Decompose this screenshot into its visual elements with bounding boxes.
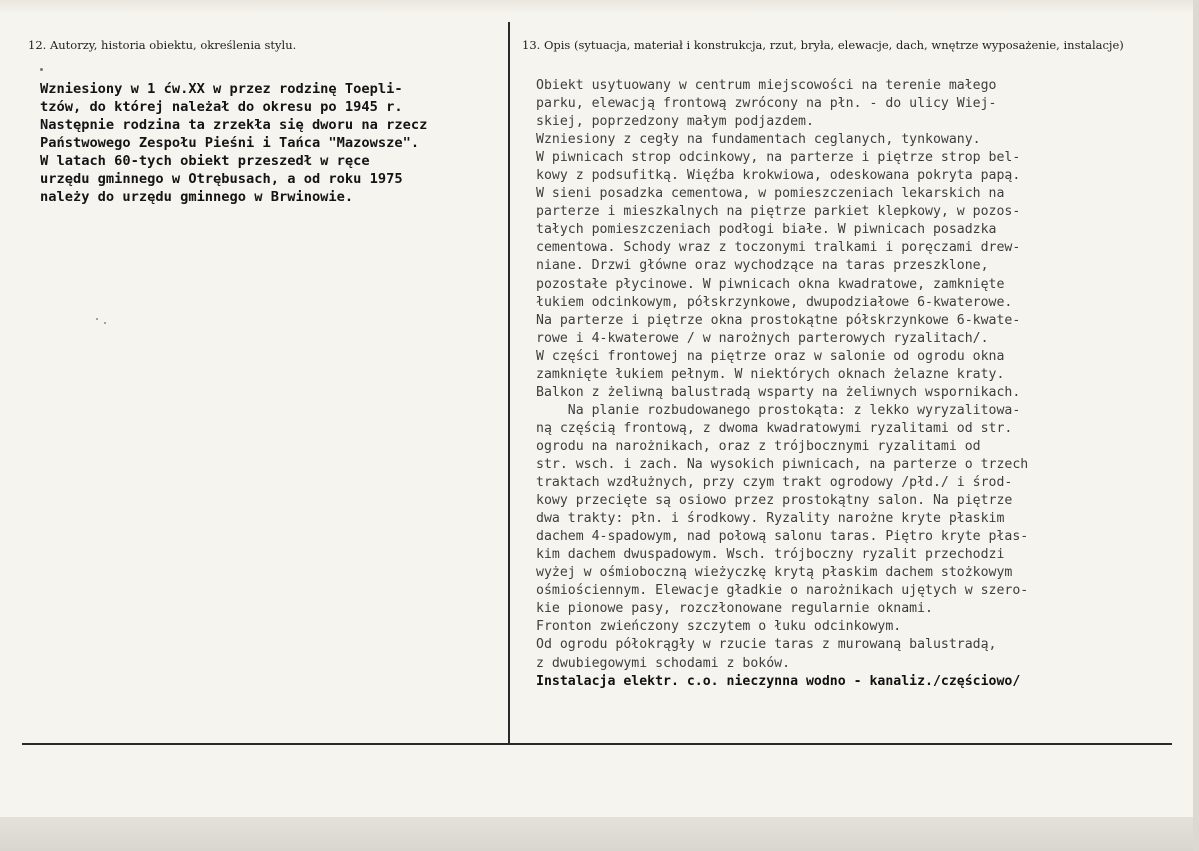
section-12-header: 12. Autorzy, historia obiektu, określenia stylu. — [28, 38, 297, 52]
description-line: dachem 4-spadowym, nad połową salonu taras. Piętro kryte płas- — [536, 529, 1029, 545]
history-line: należy do urzędu gminnego w Brwinowie. — [40, 189, 354, 205]
description-line: parku, elewacją frontową zwrócony na płn. - do ulicy Wiej- — [536, 96, 997, 112]
history-line: tzów, do której należał do okresu po 1945 r. — [40, 99, 403, 115]
description-line: kowy z podsufitką. Więźba krokwiowa, odeskowana pokryta papą. — [536, 168, 1021, 184]
history-line: Państwowego Zespołu Pieśni i Tańca "Mazowsze". — [40, 135, 420, 151]
history-line: urzędu gminnego w Otrębusach, a od roku 1975 — [40, 171, 403, 187]
description-line: pozostałe płycinowe. W piwnicach okna kwadratowe, zamknięte — [536, 276, 1005, 292]
description-line: Na planie rozbudowanego prostokąta: z lekko wyryzalitowa- — [536, 402, 1021, 418]
description-line: ogrodu na narożnikach, oraz z trójbocznymi ryzalitami od — [536, 438, 981, 454]
description-line: skiej, poprzedzony małym podjazdem. — [536, 114, 814, 130]
history-line: Wzniesiony w 1 ćw.XX w przez rodzinę Toepli- — [40, 81, 403, 97]
description-line: ną częścią frontową, z dwoma kwadratowymi ryzalitami od str. — [536, 420, 1013, 436]
description-line: Obiekt usytuowany w centrum miejscowości na terenie małego — [536, 78, 997, 93]
description-line: ośmiościennym. Elewacje gładkie o narożnikach ujętych w szero- — [536, 583, 1029, 599]
paper-top-edge — [0, 0, 1199, 14]
ink-speck — [104, 322, 106, 324]
description-line: zamknięte łukiem pełnym. W niektórych oknach żelazne kraty. — [536, 366, 1005, 382]
description-line: Balkon z żeliwną balustradą wsparty na żeliwnych wspornikach. — [536, 384, 1021, 400]
description-line: kowy przecięte są osiowo przez prostokątny salon. Na piętrze — [536, 493, 1013, 509]
description-line: Od ogrodu półokrągły w rzucie taras z murowaną balustradą, — [536, 637, 997, 653]
description-line: Fronton zwieńczony szczytem o łuku odcinkowym. — [536, 619, 902, 635]
description-line: W piwnicach strop odcinkowy, na parterze i piętrze strop bel- — [536, 150, 1021, 166]
description-line: cementowa. Schody wraz z toczonymi tralkami i poręczami drew- — [536, 240, 1021, 256]
history-line: W latach 60-tych obiekt przeszedł w ręce — [40, 153, 370, 169]
description-line: dwa trakty: płn. i środkowy. Ryzality narożne kryte płaskim — [536, 511, 1005, 527]
description-line: łukiem odcinkowym, półskrzynkowe, dwupodziałowe 6-kwaterowe. — [536, 294, 1013, 310]
ink-speck — [96, 318, 98, 320]
history-line: Następnie rodzina ta zrzekła się dworu na rzecz — [40, 117, 428, 133]
description-line: parterze i mieszkalnych na piętrze parkiet klepkowy, w pozos- — [536, 204, 1021, 220]
paper-right-edge — [1193, 0, 1199, 851]
description-line: Na parterze i piętrze okna prostokątne półskrzynkowe 6-kwate- — [536, 312, 1021, 328]
description-line: W sieni posadzka cementowa, w pomieszczeniach lekarskich na — [536, 186, 1005, 202]
description-text-block — [536, 77, 1176, 691]
ink-speck — [40, 68, 43, 71]
description-line: rowe i 4-kwaterowe / w narożnych parterowych ryzalitach/. — [536, 330, 989, 346]
description-line: str. wsch. i zach. Na wysokich piwnicach, na parterze o trzech — [536, 456, 1029, 472]
description-line: niane. Drzwi główne oraz wychodzące na taras przeszklone, — [536, 258, 989, 274]
description-line: traktach wzdłużnych, przy czym trakt ogrodowy /płd./ i środ- — [536, 475, 1013, 491]
history-text-block — [40, 80, 510, 206]
paper-bottom-edge — [0, 817, 1199, 851]
description-line: z dwubiegowymi schodami z boków. — [536, 655, 791, 671]
description-line: kie pionowe pasy, rozczłonowane regularnie oknami. — [536, 601, 933, 617]
bottom-rule — [22, 743, 1172, 745]
section-13-header: 13. Opis (sytuacja, materiał i konstrukcja, rzut, bryła, elewacje, dach, wnętrze wyposażenie, instalacje) — [522, 38, 1124, 52]
description-line: Wzniesiony z cegły na fundamentach ceglanych, tynkowany. — [536, 132, 981, 148]
description-line: wyżej w ośmioboczną wieżyczkę krytą płaskim dachem stożkowym — [536, 565, 1013, 581]
installations-line: Instalacja elektr. c.o. nieczynna wodno - kanaliz./częściowo/ — [536, 673, 1021, 689]
description-line: W części frontowej na piętrze oraz w salonie od ogrodu okna — [536, 348, 1005, 364]
description-line: tałych pomieszczeniach podłogi białe. W piwnicach posadzka — [536, 222, 997, 238]
description-line: kim dachem dwuspadowym. Wsch. trójboczny ryzalit przechodzi — [536, 547, 1005, 563]
